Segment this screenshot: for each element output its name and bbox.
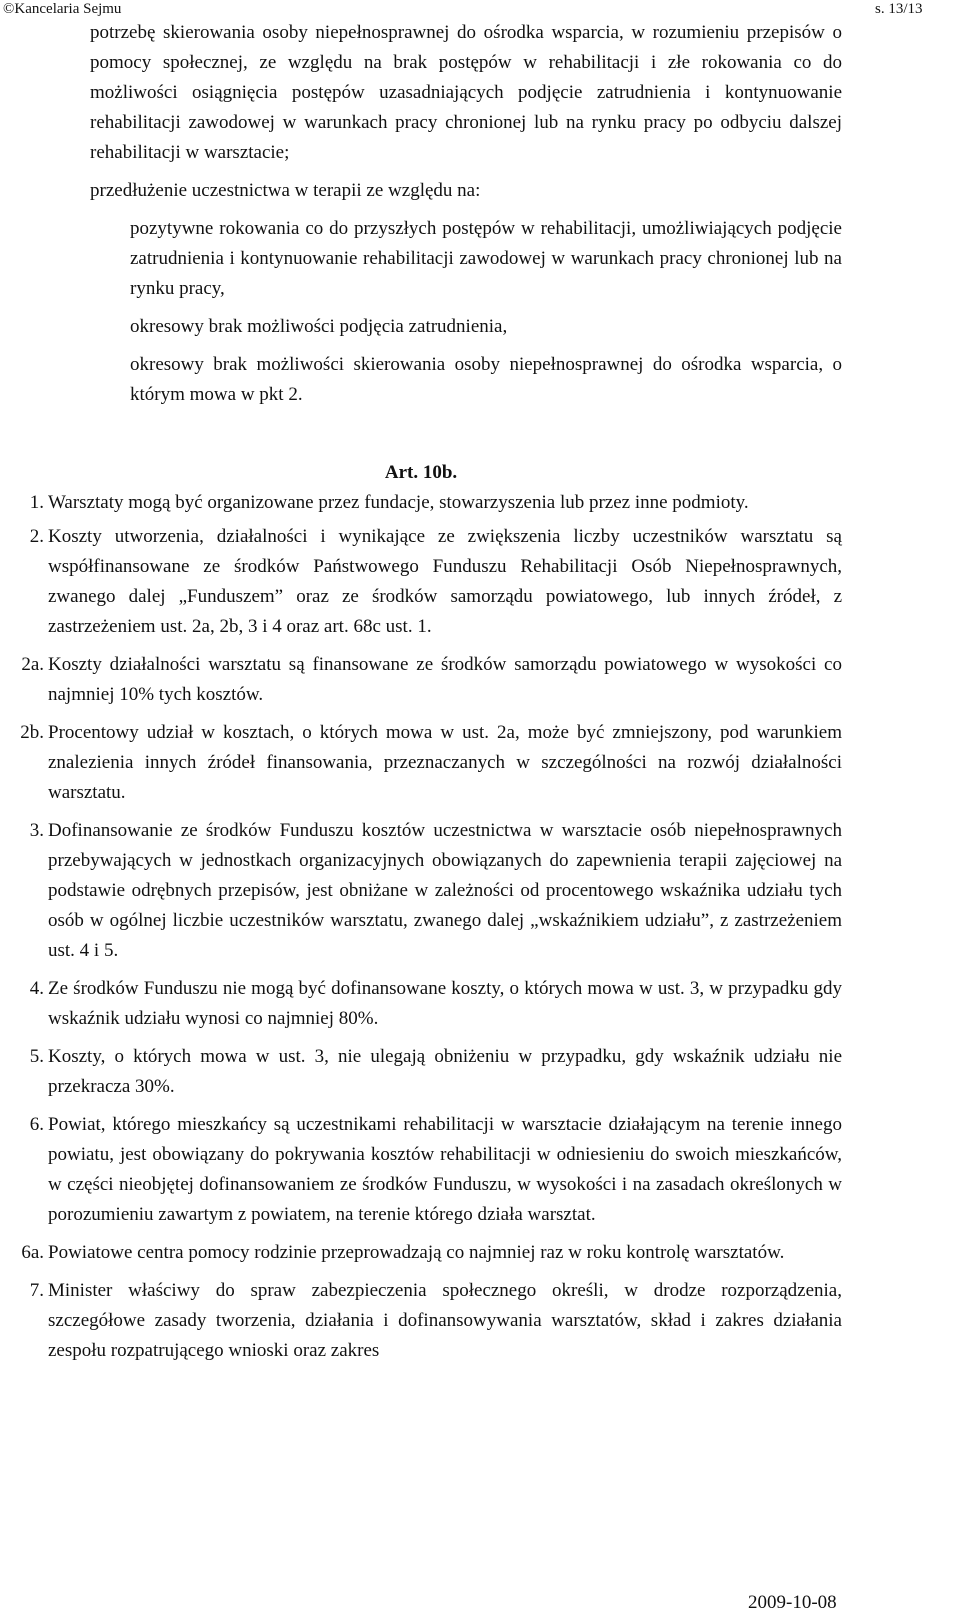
paragraph-label: 4.: [29, 978, 44, 999]
page-number: s. 13/13: [875, 1, 923, 17]
article-paragraph: [0, 488, 842, 518]
item-text: potrzebę skierowania osoby niepełnosprawnej do ośrodka wsparcia, w rozumieniu przepisów o pomocy społecznej, ze względu na brak postępów w rehabilitacji i złe rokowania co do możliwości osiągnięcia postępów uzasadniających podjęcie zatrudnienia i kontynuowanie rehabilitacji zawodowej w warunkach pracy chronionej lub na rynku pracy po odbyciu dalszej rehabilitacji w warsztacie;: [90, 22, 842, 163]
paragraph-text: Koszty utworzenia, działalności i wynikające ze zwiększenia liczby uczestników warsztatu są współfinansowane ze środków Państwowego Funduszu Rehabilitacji Osób Niepełnosprawnych, zwanego dalej „Funduszem” oraz ze środków samorządu powiatowego, lub innych źródeł, z zastrzeżeniem ust. 2a, 2b, 3 i 4 oraz art. 68c ust. 1.: [48, 526, 842, 637]
paragraph-label: 2a.: [21, 654, 44, 675]
paragraph-text: Minister właściwy do spraw zabezpieczenia społecznego określi, w drodze rozporządzenia, szczegółowe zasady tworzenia, działania i dofinansowywania warsztatów, skład i zakres działania zespołu rozpatrującego wnioski oraz zakres: [48, 1280, 842, 1361]
page-header: [0, 0, 960, 18]
sub-list-item: [0, 350, 842, 410]
paragraph-text: Procentowy udział w kosztach, o których mowa w ust. 2a, może być zmniejszony, pod warunkiem znalezienia innych źródeł finansowania, przeznaczanych w szczególności na rozwój działalności warsztatu.: [48, 722, 842, 803]
article-paragraph: [0, 1276, 842, 1366]
paragraph-text: Powiat, którego mieszkańcy są uczestnikami rehabilitacji w warsztacie działającym na terenie innego powiatu, jest obowiązany do pokrywania kosztów rehabilitacji w odniesieniu do swoich mieszkańców, w części nieobjętej dofinansowaniem ze środków Funduszu, w wysokości i na zasadach określonych w porozumieniu zawartym z powiatem, na terenie którego działa warsztat.: [48, 1114, 842, 1225]
item-text: okresowy brak możliwości skierowania osoby niepełnosprawnej do ośrodka wsparcia, o którym mowa w pkt 2.: [130, 354, 842, 405]
paragraph-label: 2b.: [20, 722, 44, 743]
item-text: okresowy brak możliwości podjęcia zatrudnienia,: [130, 316, 508, 337]
article-paragraph: [0, 522, 842, 642]
article-title: Art. 10b.: [384, 462, 458, 483]
paragraph-text: Powiatowe centra pomocy rodzinie przeprowadzają co najmniej raz w roku kontrolę warsztatów.: [48, 1242, 785, 1263]
copyright-notice: ©Kancelaria Sejmu: [3, 1, 122, 17]
paragraph-text: Dofinansowanie ze środków Funduszu kosztów uczestnictwa w warsztacie osób niepełnosprawnych przebywających w jednostkach organizacyjnych obowiązanych do zapewnienia terapii zajęciowej na podstawie odrębnych przepisów, jest obniżane w zależności od procentowego wskaźnika udziału tych osób w ogólnej liczbie uczestników warsztatu, zwanego dalej „wskaźnikiem udziału”, z zastrzeżeniem ust. 4 i 5.: [48, 820, 842, 961]
article-paragraph: [0, 1042, 842, 1102]
paragraph-label: 1.: [29, 492, 44, 513]
article-paragraph: [0, 650, 842, 710]
paragraph-label: 3.: [29, 820, 44, 841]
paragraph-text: Koszty, o których mowa w ust. 3, nie ulegają obniżeniu w przypadku, gdy wskaźnik udziału nie przekracza 30%.: [48, 1046, 842, 1097]
sub-list-item: [0, 214, 842, 304]
list-item: [0, 18, 842, 168]
paragraph-label: 6.: [29, 1114, 44, 1135]
paragraph-label: 6a.: [21, 1242, 44, 1263]
article-paragraph: [0, 816, 842, 966]
paragraph-text: Warsztaty mogą być organizowane przez fundacje, stowarzyszenia lub przez inne podmioty.: [48, 492, 749, 513]
article-paragraph: [0, 974, 842, 1034]
paragraph-label: 5.: [29, 1046, 44, 1067]
article-paragraph: [0, 718, 842, 808]
article-paragraph: [0, 1238, 842, 1268]
paragraph-label: 7.: [29, 1280, 44, 1301]
item-text: przedłużenie uczestnictwa w terapii ze względu na:: [90, 180, 481, 201]
sub-list-item: [0, 312, 842, 342]
paragraph-text: Koszty działalności warsztatu są finansowane ze środków samorządu powiatowego w wysokości co najmniej 10% tych kosztów.: [48, 654, 842, 705]
paragraph-text: Ze środków Funduszu nie mogą być dofinansowane koszty, o których mowa w ust. 3, w przypadku gdy wskaźnik udziału wynosi co najmniej 80%.: [48, 978, 842, 1029]
document-body: [0, 18, 960, 1366]
document-date: 2009-10-08: [748, 1592, 837, 1613]
paragraph-label: 2.: [29, 526, 44, 547]
item-text: pozytywne rokowania co do przyszłych postępów w rehabilitacji, umożliwiających podjęcie zatrudnienia i kontynuowanie rehabilitacji zawodowej w warunkach pracy chronionej lub na rynku pracy,: [130, 218, 842, 299]
list-item: [0, 176, 842, 206]
article-paragraph: [0, 1110, 842, 1230]
